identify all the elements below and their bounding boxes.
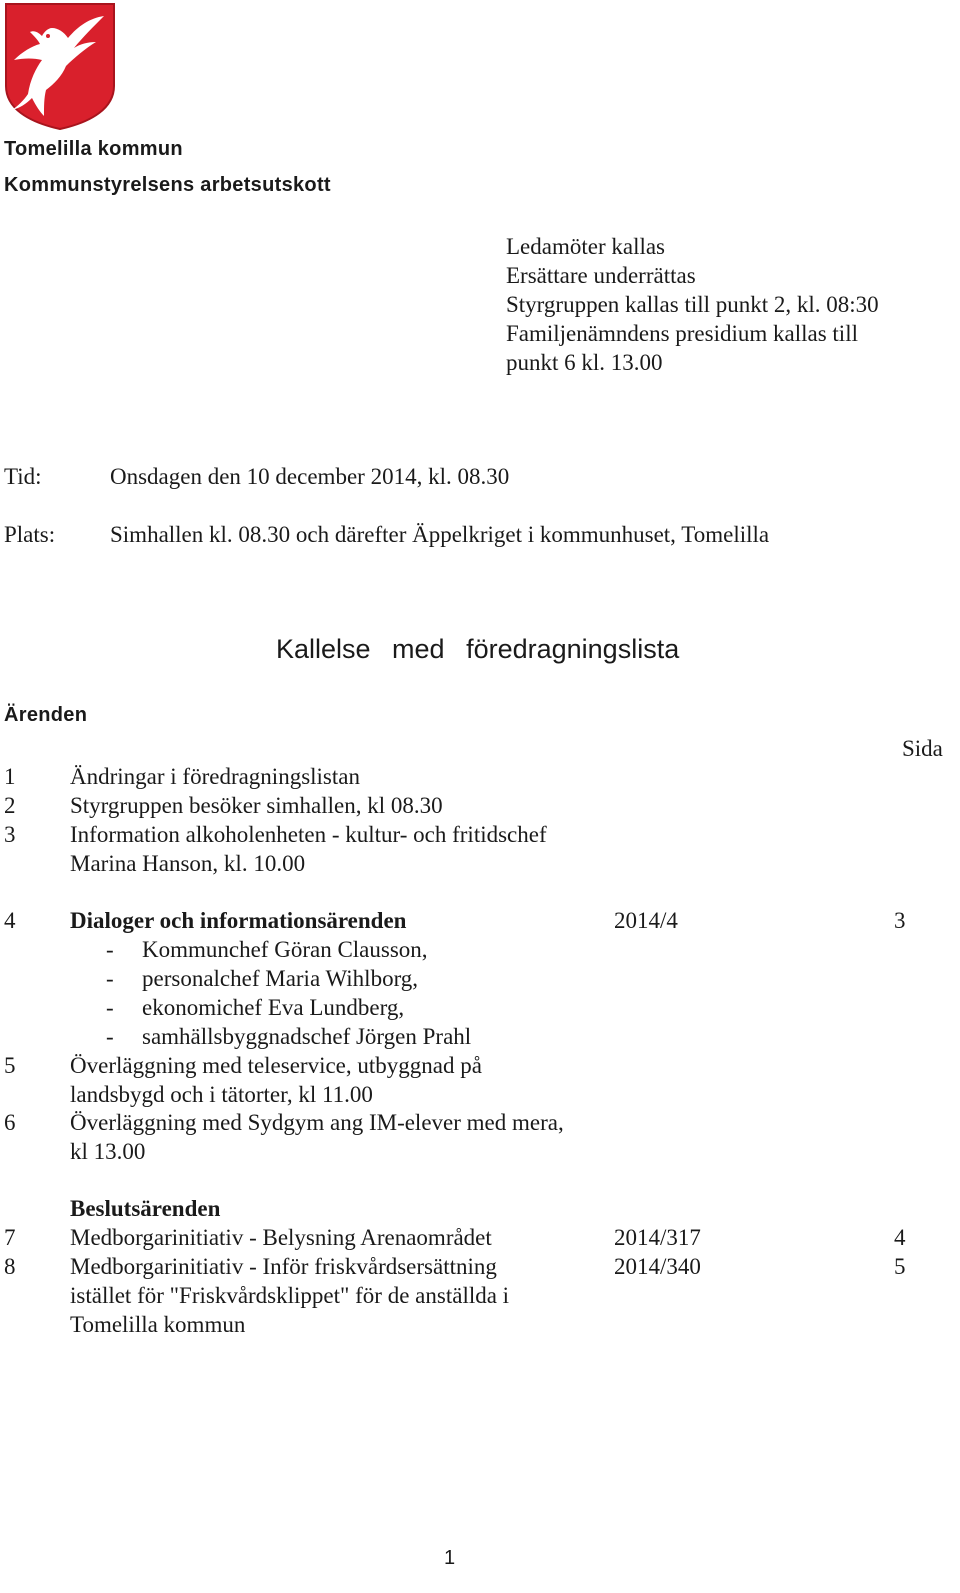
subitem-text: ekonomichef Eva Lundberg, (142, 995, 405, 1020)
item-page: 3 (894, 908, 906, 933)
item-dnr: 2014/317 (614, 1225, 701, 1250)
item-text: Styrgruppen besöker simhallen, kl 08.30 (70, 793, 443, 818)
item-text: Ändringar i föredragningslistan (70, 764, 360, 789)
item-text: Information alkoholenheten - kultur- och fritidschef (70, 822, 547, 847)
item-text: Dialoger och informationsärenden (70, 908, 407, 933)
committee-name: Kommunstyrelsens arbetsutskott (4, 174, 331, 196)
item-page: 4 (894, 1225, 906, 1250)
item-text: kl 13.00 (70, 1139, 146, 1164)
subitem-dash: - (106, 995, 114, 1020)
item-number: 7 (4, 1225, 16, 1250)
recipients-block (506, 232, 879, 377)
subitem-text: Kommunchef Göran Clausson, (142, 937, 428, 962)
time-label: Tid: (4, 464, 42, 489)
item-number: 4 (4, 908, 16, 933)
recipient-line: punkt 6 kl. 13.00 (506, 350, 663, 375)
item-page: 5 (894, 1254, 906, 1279)
document-title: Kallelse med föredragningslista (276, 634, 680, 664)
item-text: Överläggning med Sydgym ang IM-elever med mera, (70, 1110, 564, 1135)
item-number: 6 (4, 1110, 16, 1135)
item-text: Medborgarinitiativ - Inför friskvårdsersättning (70, 1254, 497, 1279)
item-number: 2 (4, 793, 16, 818)
item-text: Överläggning med teleservice, utbyggnad på (70, 1053, 482, 1078)
item-number: 5 (4, 1053, 16, 1078)
subitem-text: samhällsbyggnadschef Jörgen Prahl (142, 1024, 472, 1049)
place-label: Plats: (4, 522, 56, 547)
footer-page-number: 1 (444, 1547, 456, 1569)
subitem-dash: - (106, 966, 114, 991)
section-heading: Ärenden (4, 704, 88, 726)
item-number: 8 (4, 1254, 16, 1279)
recipient-line: Styrgruppen kallas till punkt 2, kl. 08:30 (506, 292, 879, 317)
time-value: Onsdagen den 10 december 2014, kl. 08.30 (110, 464, 510, 489)
kite-bird-icon (4, 2, 116, 130)
recipient-line: Ledamöter kallas (506, 234, 666, 259)
item-number: 3 (4, 822, 16, 847)
item-text: Tomelilla kommun (70, 1312, 246, 1337)
org-name: Tomelilla kommun (4, 138, 183, 160)
recipient-line: Ersättare underrättas (506, 263, 696, 288)
subitem-dash: - (106, 1024, 114, 1049)
item-dnr: 2014/4 (614, 908, 678, 933)
item-text: landsbygd och i tätorter, kl 11.00 (70, 1082, 373, 1107)
item-number: 1 (4, 764, 16, 789)
municipality-logo (4, 2, 116, 130)
item-text: istället för "Friskvårdsklippet" för de anställda i (70, 1283, 510, 1308)
place-value: Simhallen kl. 08.30 och därefter Äppelkriget i kommunhuset, Tomelilla (110, 522, 770, 547)
subitem-dash: - (106, 937, 114, 962)
decision-heading: Beslutsärenden (70, 1196, 221, 1221)
subitem-text: personalchef Maria Wihlborg, (142, 966, 419, 991)
item-text: Medborgarinitiativ - Belysning Arenaområdet (70, 1225, 492, 1250)
item-dnr: 2014/340 (614, 1254, 701, 1279)
item-text: Marina Hanson, kl. 10.00 (70, 851, 306, 876)
recipient-line: Familjenämndens presidium kallas till (506, 321, 858, 346)
page-column-label: Sida (902, 736, 943, 761)
